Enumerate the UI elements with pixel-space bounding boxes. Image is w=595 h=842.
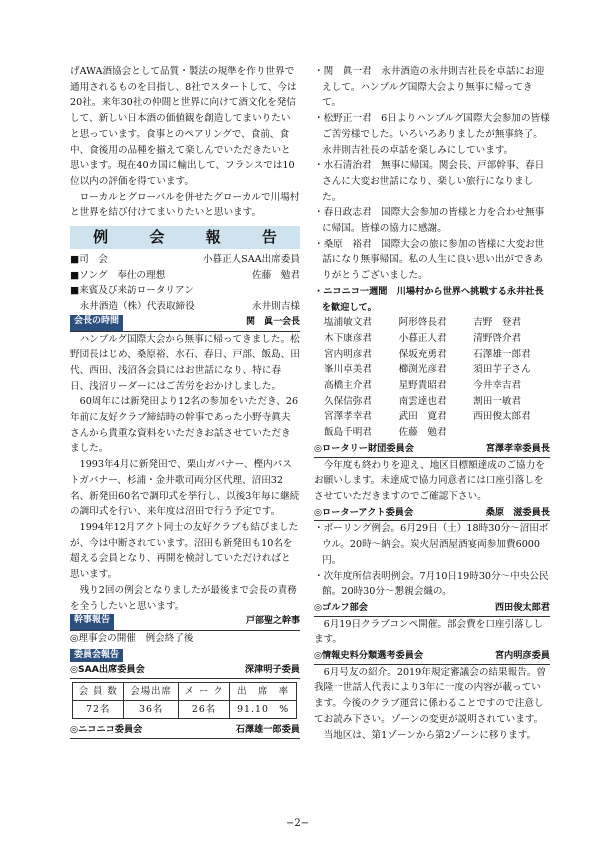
name-cell: 今井幸吉君 <box>473 380 522 392</box>
president-header <box>70 315 300 332</box>
right-column <box>314 64 550 743</box>
song-name: 佐藤 勉君 <box>252 269 300 281</box>
golf-title: ◎ゴルフ部会 <box>314 601 368 613</box>
song-line <box>70 268 300 284</box>
name-cell: 星野貴昭君 <box>398 380 447 392</box>
niko-name: 石澤雄一郎委員 <box>235 724 300 736</box>
secretary-header <box>70 614 300 631</box>
intro-paragraph-1: げAWA酒協会として品質・製法の規準を作り世界で通用されるものを目指し、8社でスタートして、今は20社。来年30社の仲間と世界に向けて酒文化を発信して、新しい日本酒の価値観を創造してまいりたいと思っています。食事とのペアリングで、食前、食中、食後用の品種を揃えて楽しんでいただきたいと思います。現在40カ国に輸出して、フランスでは10位以内の評価を得ています。 <box>70 66 297 187</box>
rotaract-item-2: ・次年度所信表明例会。7月10日19時30分〜中央公民館。20時30分〜懇親会織の。 <box>314 570 549 598</box>
song-label: ■ソング 奉仕の理想 <box>70 269 166 281</box>
name-cell: 飯島千明君 <box>324 427 372 439</box>
header-attendance: 会場出席 <box>124 683 178 701</box>
name-cell: 小暮正人君 <box>398 332 447 344</box>
intro-paragraph-2: ローカルとグローバルを併せたグローカルで川場村と世界を結び付けてまいりたいと思います。 <box>70 191 300 219</box>
niko-item-4: ・春日政志君 国際大会参加の皆様と力を合わせ無事に帰国。皆様の協力に感謝。 <box>314 207 545 235</box>
attendance-header-row <box>73 683 297 701</box>
president-paragraph-2: 60周年には新発田より12名の参加をいただき、26年前に友好クラブ締結時の幹事であった小野寺眞夫さんから貴重な資料をいただきお話させていただきました。 <box>70 396 299 455</box>
president-paragraph-1: ハンブルグ国際大会から無事に帰ってきました。松野団長はじめ、桑原裕、水石、春日、戸部、飯島、田代、西田、浅沼各会員にはお世話になり、特に春日、浅沼リーダーにはご苦労をおかけしました。 <box>70 333 300 392</box>
info-title: ◎情報史料分類選考委員会 <box>314 650 424 662</box>
left-column <box>70 64 300 739</box>
name-cell: 高橋主介君 <box>324 380 372 392</box>
secretary-tag: 幹事報告 <box>70 614 114 630</box>
saa-title: ◎SAA出席委員会 <box>70 664 145 676</box>
guest-detail-line <box>70 299 300 315</box>
name-cell: 南雲達也君 <box>398 395 447 407</box>
cell-makeup: 26名 <box>178 701 229 719</box>
info-header <box>314 648 550 665</box>
names-row <box>324 378 550 394</box>
info-name: 宮内明彦委員 <box>494 650 550 662</box>
foundation-text: 今年度も終わりを迎え、地区目標額達成のご協力をお願いします。未達成で協力同意者には口座引落しをさせていただきますのでご確認下さい。 <box>314 459 545 502</box>
attendance-table <box>72 682 297 719</box>
saa-header <box>70 662 300 679</box>
names-row <box>324 394 550 410</box>
name-cell: 西田俊太郎君 <box>473 411 531 423</box>
names-row <box>324 362 550 378</box>
names-row <box>324 409 550 425</box>
mc-line <box>70 252 300 268</box>
header-makeup: メ ー ク <box>178 683 229 701</box>
rotaract-name: 桑原 滋委員長 <box>485 506 550 518</box>
president-paragraph-4: 1994年12月アクト同士の友好クラブも結びましたが、今は中断されています。沼田も新発田も10名を超える会員となり、再開を検討していただければと思います。 <box>70 521 299 581</box>
foundation-name: 宮澤孝幸委員長 <box>485 442 550 454</box>
secretary-line: ◎理事会の開催 例会終了後 <box>70 632 194 644</box>
niko-title: ◎ニコニコ委員会 <box>70 724 143 736</box>
foundation-header <box>314 441 550 458</box>
name-cell: 佐藤 勉君 <box>398 427 447 439</box>
name-cell: 清野啓介君 <box>473 332 522 344</box>
name-cell: 塩浦敏文君 <box>324 317 372 329</box>
names-row <box>324 425 550 441</box>
name-cell <box>473 425 550 441</box>
president-tag: 会長の時間 <box>70 315 123 331</box>
committee-header <box>70 647 300 663</box>
committee-tag: 委員会報告 <box>70 649 123 662</box>
name-cell: 武田 寛君 <box>398 411 447 423</box>
guest-name: 永井則吉様 <box>252 301 300 313</box>
niko-item-1: ・関 眞一君 永井酒造の永井則吉社長を卓話にお迎えして。ハンブルグ国際大会より無事に帰ってきて。 <box>314 66 545 109</box>
rotaract-title: ◎ローターアクト委員会 <box>314 506 414 518</box>
name-cell: 石澤雄一郎君 <box>473 348 531 360</box>
meeting-report-banner: 例 会 報 告 <box>70 226 300 249</box>
niko-header <box>70 722 300 739</box>
cell-attendance: 36名 <box>124 701 178 719</box>
name-cell: 須田芋子さん <box>473 364 531 376</box>
president-paragraph-5: 残り2回の例会となりましたが最後まで会長の責務を全うしたいと思います。 <box>70 584 297 612</box>
niko-item-2: ・松野正一君 6日よりハンブルグ国際大会参加の皆様ご苦労様でした。いろいろありましたが無事終了。永井則吉社長の卓話を楽しみにしています。 <box>314 113 550 156</box>
niko-item-5: ・桑原 裕君 国際大会の旅に参加の皆様に大変お世話になり無事帰国。私の人生に良い思い出ができありがとうございました。 <box>314 238 545 282</box>
names-row <box>324 347 550 363</box>
niko-week-item: ・ニコニコ一週間 川場村から世界へ挑戦する永井社長を歓迎して。 <box>314 285 544 313</box>
attendance-data-row <box>73 701 297 719</box>
guest-line <box>70 283 300 299</box>
golf-text: 6月19日クラブコンペ開催。部会費を口座引落しします。 <box>314 618 543 646</box>
header-rate: 出 席 率 <box>230 683 297 701</box>
rotaract-header <box>314 505 550 522</box>
secretary-name: 戸部聖之幹事 <box>245 616 300 627</box>
names-list <box>314 315 550 441</box>
name-cell: 峯川卓美君 <box>324 364 372 376</box>
name-cell: 保坂充勇君 <box>398 348 447 360</box>
name-cell: 櫛渕光彦君 <box>398 364 447 376</box>
foundation-title: ◎ロータリー財団委員会 <box>314 442 414 454</box>
rotaract-item-1: ・ボーリング例会。6月29日（土）18時30分〜沼田ボウル。20時〜納会。炭火居酒屋酒宴両参加費6000円。 <box>314 523 549 566</box>
cell-members: 72名 <box>73 701 124 719</box>
name-cell: 阿形啓長君 <box>398 317 447 329</box>
guest-label: ■来賓及び来訪ロータリアン <box>70 285 194 297</box>
president-name: 関 眞一会長 <box>245 316 300 327</box>
mc-label: ■司 会 <box>70 254 108 266</box>
name-cell: 割田一敏君 <box>473 395 522 407</box>
name-cell: 吉野 登君 <box>473 317 522 329</box>
header-members: 会 員 数 <box>73 683 124 701</box>
golf-header <box>314 600 550 617</box>
names-row <box>324 331 550 347</box>
name-cell: 宮内明彦君 <box>324 348 372 360</box>
president-paragraph-3: 1993年4月に新発田で、栗山ガバナー、樫内パストガバナー、杉浦・金井歌司両分区代理、沼田32名、新発田60名で調印式を挙行し、以後3年毎に継続の調印式を行い、来年度は沼田で行う予定です。 <box>70 459 300 518</box>
saa-name: 深津明子委員 <box>244 664 300 676</box>
name-cell: 木下康彦君 <box>324 332 372 344</box>
guest-company: 永井酒造（株）代表取締役 <box>70 301 195 313</box>
golf-name: 西田俊太郎君 <box>494 601 550 613</box>
name-cell: 宮澤孝幸君 <box>324 411 372 423</box>
page-number: −2− <box>285 818 310 829</box>
info-paragraph-1: 6月号友の紹介。2019年規定審議会の結果報告。曽我隆一世話人代表により3年に一度の内容が載っています。今後のクラブ運営に係わることですので注意してお読み下さい。ゾーンの変更が説明されています。 <box>314 666 546 725</box>
names-row <box>324 315 550 331</box>
niko-item-3: ・水石清治君 無事に帰国。関会長、戸部幹事、春日さんに大変お世話になり、楽しい旅行になりました。 <box>314 160 545 203</box>
mc-name: 小暮正人SAA出席委員 <box>202 254 300 266</box>
info-paragraph-2: 当地区は、第1ゾーンから第2ゾーンに移ります。 <box>323 729 537 741</box>
name-cell: 久保信弥君 <box>324 395 372 407</box>
cell-rate: 91.10 % <box>230 701 297 719</box>
